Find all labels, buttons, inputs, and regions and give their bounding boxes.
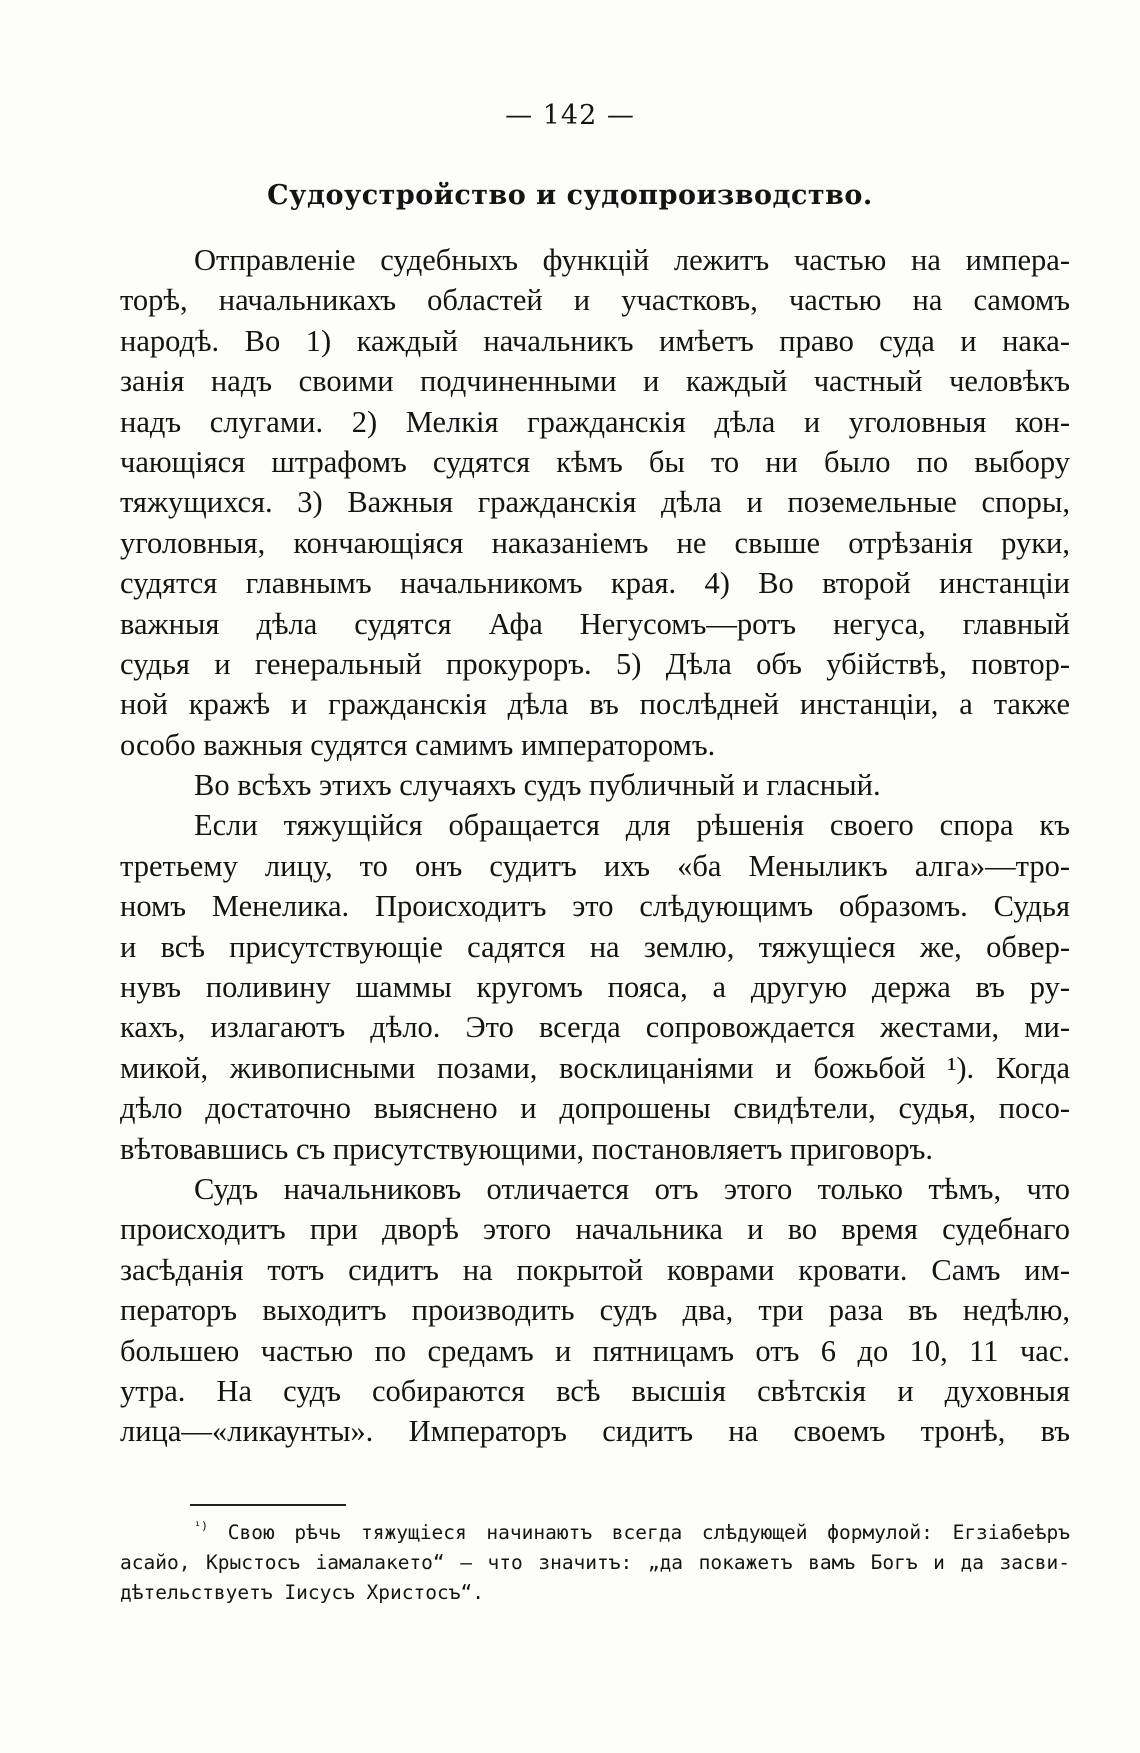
footnote-marker: ¹) [194, 1518, 209, 1533]
text-line: большею частью по средамъ и пятницамъ отъ 6 до 10, 11 час. [120, 1333, 1070, 1368]
text-line: народѣ. Во 1) каждый начальникъ имѣетъ право суда и нака- [120, 323, 1070, 358]
text-line: уголовныя, кончающіяся наказаніемъ не свыше отрѣзанія руки, [120, 525, 1070, 560]
text-line: занія надъ своими подчиненными и каждый частный человѣкъ [120, 364, 1070, 399]
footnote-line [120, 1518, 1070, 1548]
text-line: важныя дѣла судятся Афа Негусомъ—ротъ негуса, главный [120, 606, 1070, 641]
text-line: дѣло достаточно выяснено и допрошены свидѣтели, судья, посо- [120, 1091, 1070, 1126]
text-line: нувъ поливину шаммы кругомъ пояса, а другую держа въ ру- [120, 970, 1070, 1005]
footnote-text: Свою рѣчь тяжущіеся начинаютъ всегда слѣдующей формулой: Егзіабеѣръ [227, 1521, 1070, 1544]
text-line: кахъ, излагаютъ дѣло. Это всегда сопровождается жестами, ми- [120, 1010, 1070, 1045]
paragraph-3 [120, 805, 1070, 1169]
text-line: торѣ, начальникахъ областей и участковъ, частью на самомъ [120, 283, 1070, 318]
text-line: и всѣ присутствующіе садятся на землю, тяжущіеся же, обвер- [120, 929, 1070, 964]
paragraph-1 [120, 240, 1070, 765]
text-line: Судъ начальниковъ отличается отъ этого только тѣмъ, что [194, 1171, 1070, 1206]
footnote-line: асайо, Крыстосъ іамалакето“ — что значитъ: „да покажетъ вамъ Богъ и да засви- [120, 1551, 1070, 1574]
text-line: надъ слугами. 2) Мелкія гражданскія дѣла и уголовныя кон- [120, 404, 1070, 439]
text-line: судятся главнымъ начальникомъ края. 4) Во второй инстанціи [120, 566, 1070, 601]
text-line: засѣданія тотъ сидитъ на покрытой коврами кровати. Самъ им- [120, 1252, 1070, 1287]
text-line: третьему лицу, то онъ судитъ ихъ «ба Меныликъ алга»—тро- [120, 848, 1070, 883]
text-line: утра. На судъ собираются всѣ высшія свѣтскія и духовныя [120, 1373, 1070, 1408]
paragraph-2 [120, 765, 1070, 805]
text-line: Отправленіе судебныхъ функцій лежитъ частью на импера- [194, 243, 1070, 277]
footnote [120, 1518, 1070, 1608]
text-line: особо важныя судятся самимъ императоромъ. [120, 727, 716, 762]
paragraph-4 [120, 1169, 1070, 1452]
text-line: тяжущихся. 3) Важныя гражданскія дѣла и поземельные споры, [120, 485, 1070, 520]
text-line: Если тяжущійся обращается для рѣшенія своего спора къ [194, 808, 1070, 843]
text-line: чающіяся штрафомъ судятся кѣмъ бы то ни было по выбору [120, 444, 1070, 479]
text-line: лица—«ликаунты». Императоръ сидитъ на своемъ тронѣ, въ [120, 1414, 1070, 1449]
text-line: микой, живописными позами, восклицаніями и божьбой ¹). Когда [120, 1050, 1070, 1085]
text-line: происходитъ при дворѣ этого начальника и во время судебнаго [120, 1212, 1070, 1247]
text-line: ператоръ выходитъ производить судъ два, три раза въ недѣлю, [120, 1293, 1070, 1328]
section-title: Судоустройство и судопроизводство. [267, 180, 873, 211]
text-line: Во всѣхъ этихъ случаяхъ судъ публичный и гласный. [194, 768, 881, 803]
text-line: судья и генеральный прокуроръ. 5) Дѣла объ убійствѣ, повтор- [120, 646, 1070, 681]
page-number: — 142 — [505, 100, 635, 131]
text-line: вѣтовавшись съ присутствующими, постановляетъ приговоръ. [120, 1131, 933, 1166]
body-text [120, 240, 1070, 1452]
footnote-line: дѣтельствуетъ Іисусъ Христосъ“. [120, 1581, 484, 1604]
text-line: ной кражѣ и гражданскія дѣла въ послѣдней инстанціи, а также [120, 687, 1070, 722]
text-line: номъ Менелика. Происходитъ это слѣдующимъ образомъ. Судья [120, 889, 1070, 924]
footnote-divider [190, 1504, 346, 1506]
